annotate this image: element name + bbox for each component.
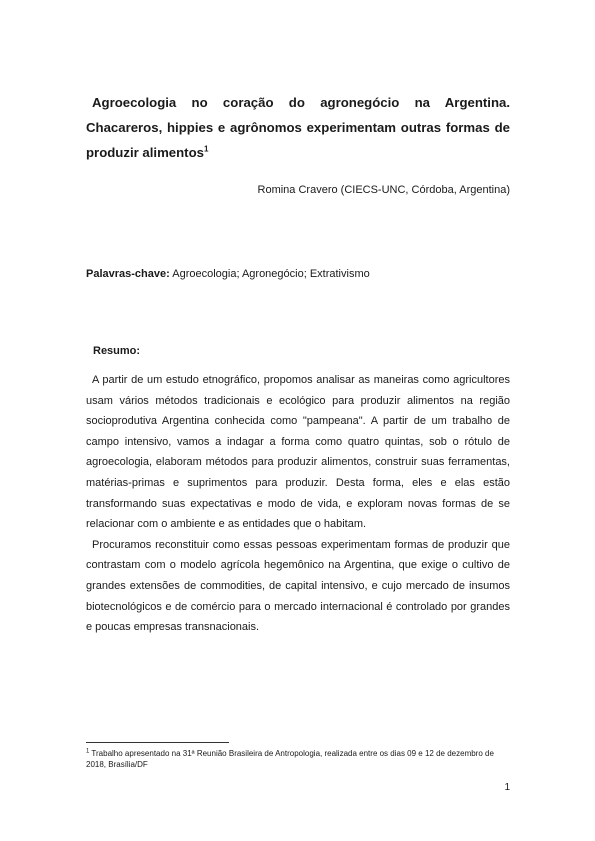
abstract-paragraph: A partir de um estudo etnográfico, propomos analisar as maneiras como agricultores usam vários métodos tradicionais e ecológico para produzir alimentos na região socioprodutiva Argentina conhecida como "pampeana". A partir de um trabalho de campo intensivo, vamos a indagar a forma como quatro quintas, sob o rótulo de agroecologia, elaboram métodos para produzir alimentos, construir suas ferramentas, matérias-primas e suprimentos para produzir. Desta forma, eles e elas estão transformando suas expectativas e modo de vida, e exploram novas formas de se relacionar com o ambiente e as entidades que o habitam. [86, 374, 510, 531]
footnote-number: 1 [86, 748, 90, 755]
abstract-heading: Resumo: [93, 345, 141, 357]
footnote-separator [86, 742, 229, 743]
abstract-body [86, 370, 510, 638]
page-number: 1 [504, 782, 510, 793]
abstract-paragraph: Procuramos reconstituir como essas pessoas experimentam formas de produzir que contrastam com o modelo agrícola hegemônico na Argentina, que exige o cultivo de grandes extensões de commodities, de capital intensivo, e cujo mercado de insumos biotecnológicos e de comércio para o mercado internacional é controlado por grandes e poucas empresas transnacionais. [86, 538, 510, 634]
title-text: Agroecologia no coração do agronegócio na Argentina. Chacareros, hippies e agrônomos experimentam outras formas de produzir alimentos [86, 95, 510, 160]
document-title [86, 90, 510, 165]
author-line: Romina Cravero (CIECS-UNC, Córdoba, Argentina) [257, 184, 510, 196]
keywords-text: Agroecologia; Agronegócio; Extrativismo [172, 268, 370, 280]
keywords-line [86, 267, 370, 281]
footnote-text: Trabalho apresentado na 31ª Reunião Brasileira de Antropologia, realizada entre os dias 09 e 12 de dezembro de 2018, Brasília/DF [86, 749, 494, 769]
footnote [86, 748, 510, 770]
title-footnote-marker[interactable]: 1 [203, 144, 209, 154]
keywords-label: Palavras-chave: [86, 268, 170, 280]
